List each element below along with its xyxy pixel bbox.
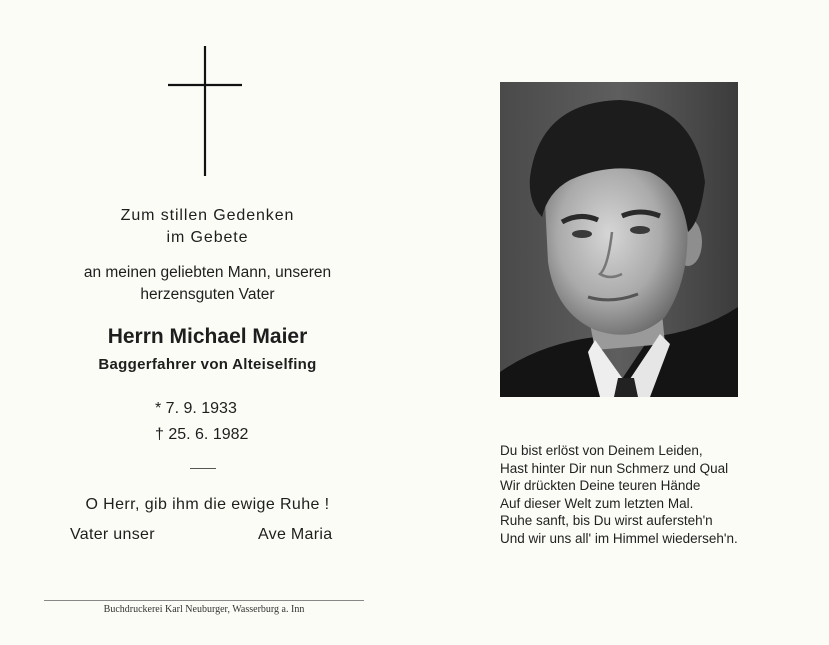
prayer-ave-maria: Ave Maria — [258, 526, 333, 543]
intro-line-2: herzensguten Vater — [140, 286, 275, 303]
heading-line-1: Zum stillen Gedenken — [120, 207, 295, 224]
portrait-photo — [500, 82, 738, 397]
poem-line: Auf dieser Welt zum letzten Mal. — [500, 495, 694, 511]
poem-line: Wir drückten Deine teuren Hände — [500, 478, 701, 493]
cross-icon — [168, 46, 242, 176]
birth-date: * 7. 9. 1933 — [155, 400, 237, 417]
poem-line: Ruhe sanft, bis Du wirst aufersteh'n — [500, 513, 713, 528]
poem-line: Und wir uns all' im Himmel wiederseh'n. — [500, 530, 738, 546]
deceased-name: Herrn Michael Maier — [107, 325, 308, 348]
prayer-vater-unser: Vater unser — [70, 526, 155, 543]
footer-rule — [44, 600, 364, 601]
occupation: Baggerfahrer von Alteiselfing — [98, 356, 317, 373]
poem — [500, 442, 800, 547]
printer-credit: Buchdruckerei Karl Neuburger, Wasserburg a. Inn — [103, 604, 305, 615]
poem-line: Hast hinter Dir nun Schmerz und Qual — [500, 460, 729, 476]
poem-line: Du bist erlöst von Deinem Leiden, — [500, 443, 703, 458]
death-date: † 25. 6. 1982 — [155, 426, 249, 443]
prayer-line: O Herr, gib ihm die ewige Ruhe ! — [85, 496, 330, 513]
intro-line-1: an meinen geliebten Mann, unseren — [83, 264, 332, 281]
heading-line-2: im Gebete — [166, 229, 249, 246]
divider — [190, 468, 216, 469]
